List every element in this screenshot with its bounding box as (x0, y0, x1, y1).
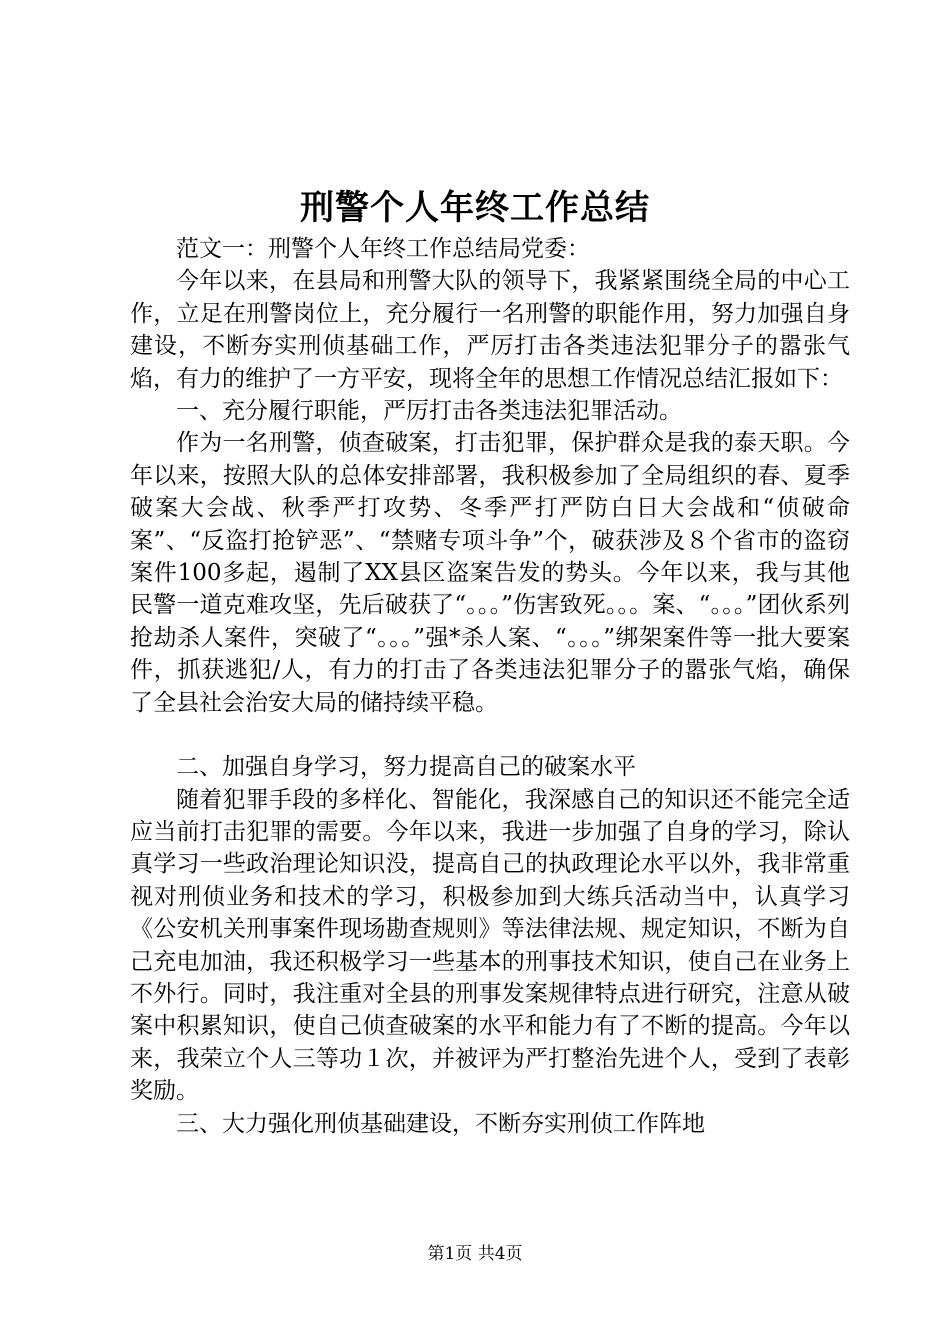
document-body (130, 233, 850, 1140)
paragraph-intro: 今年以来，在县局和刑警大队的领导下，我紧紧围绕全局的中心工作，立足在刑警岗位上，充分履行一名刑警的职能作用，努力加强自身建设，不断夯实刑侦基础工作，严厉打击各类违法犯罪分子的嚣张气焰，有力的维护了一方平安，现将全年的思想工作情况总结汇报如下： (130, 268, 850, 392)
paragraph-salutation: 范文一：刑警个人年终工作总结局党委： (176, 236, 590, 262)
section-heading-1: 一、充分履行职能，严厉打击各类违法犯罪活动。 (176, 398, 682, 425)
document-title: 刑警个人年终工作总结 (300, 188, 650, 228)
section-heading-2: 二、加强自身学习，努力提高自己的破案水平 (176, 754, 636, 781)
paragraph-section-2: 随着犯罪手段的多样化、智能化，我深感自己的知识还不能完全适应当前打击犯罪的需要。今年以来，我进一步加强了自身的学习，除认真学习一些政治理论知识没，提高自己的执政理论水平以外，我非常重视对刑侦业务和技术的学习，积极参加到大练兵活动当中，认真学习《公安机关刑事案件现场勘查规则》等法律法规、规定知识，不断为自己充电加油，我还积极学习一些基本的刑事技术知识，使自己在业务上不外行。同时，我注重对全县的刑事发案规律特点进行研究，注意从破案中积累知识，使自己侦查破案的水平和能力有了不断的提高。今年以来，我荣立个人三等功１次，并被评为严打整治先进个人，受到了表彰奖励。 (130, 786, 850, 1105)
page-footer: 第1页 共4页 (427, 1244, 523, 1264)
paragraph-section-1: 作为一名刑警，侦查破案，打击犯罪，保护群众是我的泰天职。今年以来，按照大队的总体安排部署，我积极参加了全局组织的春、夏季破案大会战、秋季严打攻势、冬季严打严防白日大会战和“侦破命案”、“反盗打抢铲恶”、“禁赌专项斗争”个，破获涉及８个省市的盗窃案件100多起，遏制了XX县区盗案告发的势头。今年以来，我与其他民警一道克难攻坚，先后破获了“。。。”伤害致死。。。案、“。。。”团伙系列抢劫杀人案件，突破了“。。。”强*杀人案、“。。。”绑架案件等一批大要案件，抓获逃犯/人，有力的打击了各类违法犯罪分子的嚣张气焰，确保了全县社会治安大局的储持续平稳。 (130, 430, 850, 716)
section-heading-3: 三、大力强化刑侦基础建设，不断夯实刑侦工作阵地 (176, 1110, 705, 1137)
